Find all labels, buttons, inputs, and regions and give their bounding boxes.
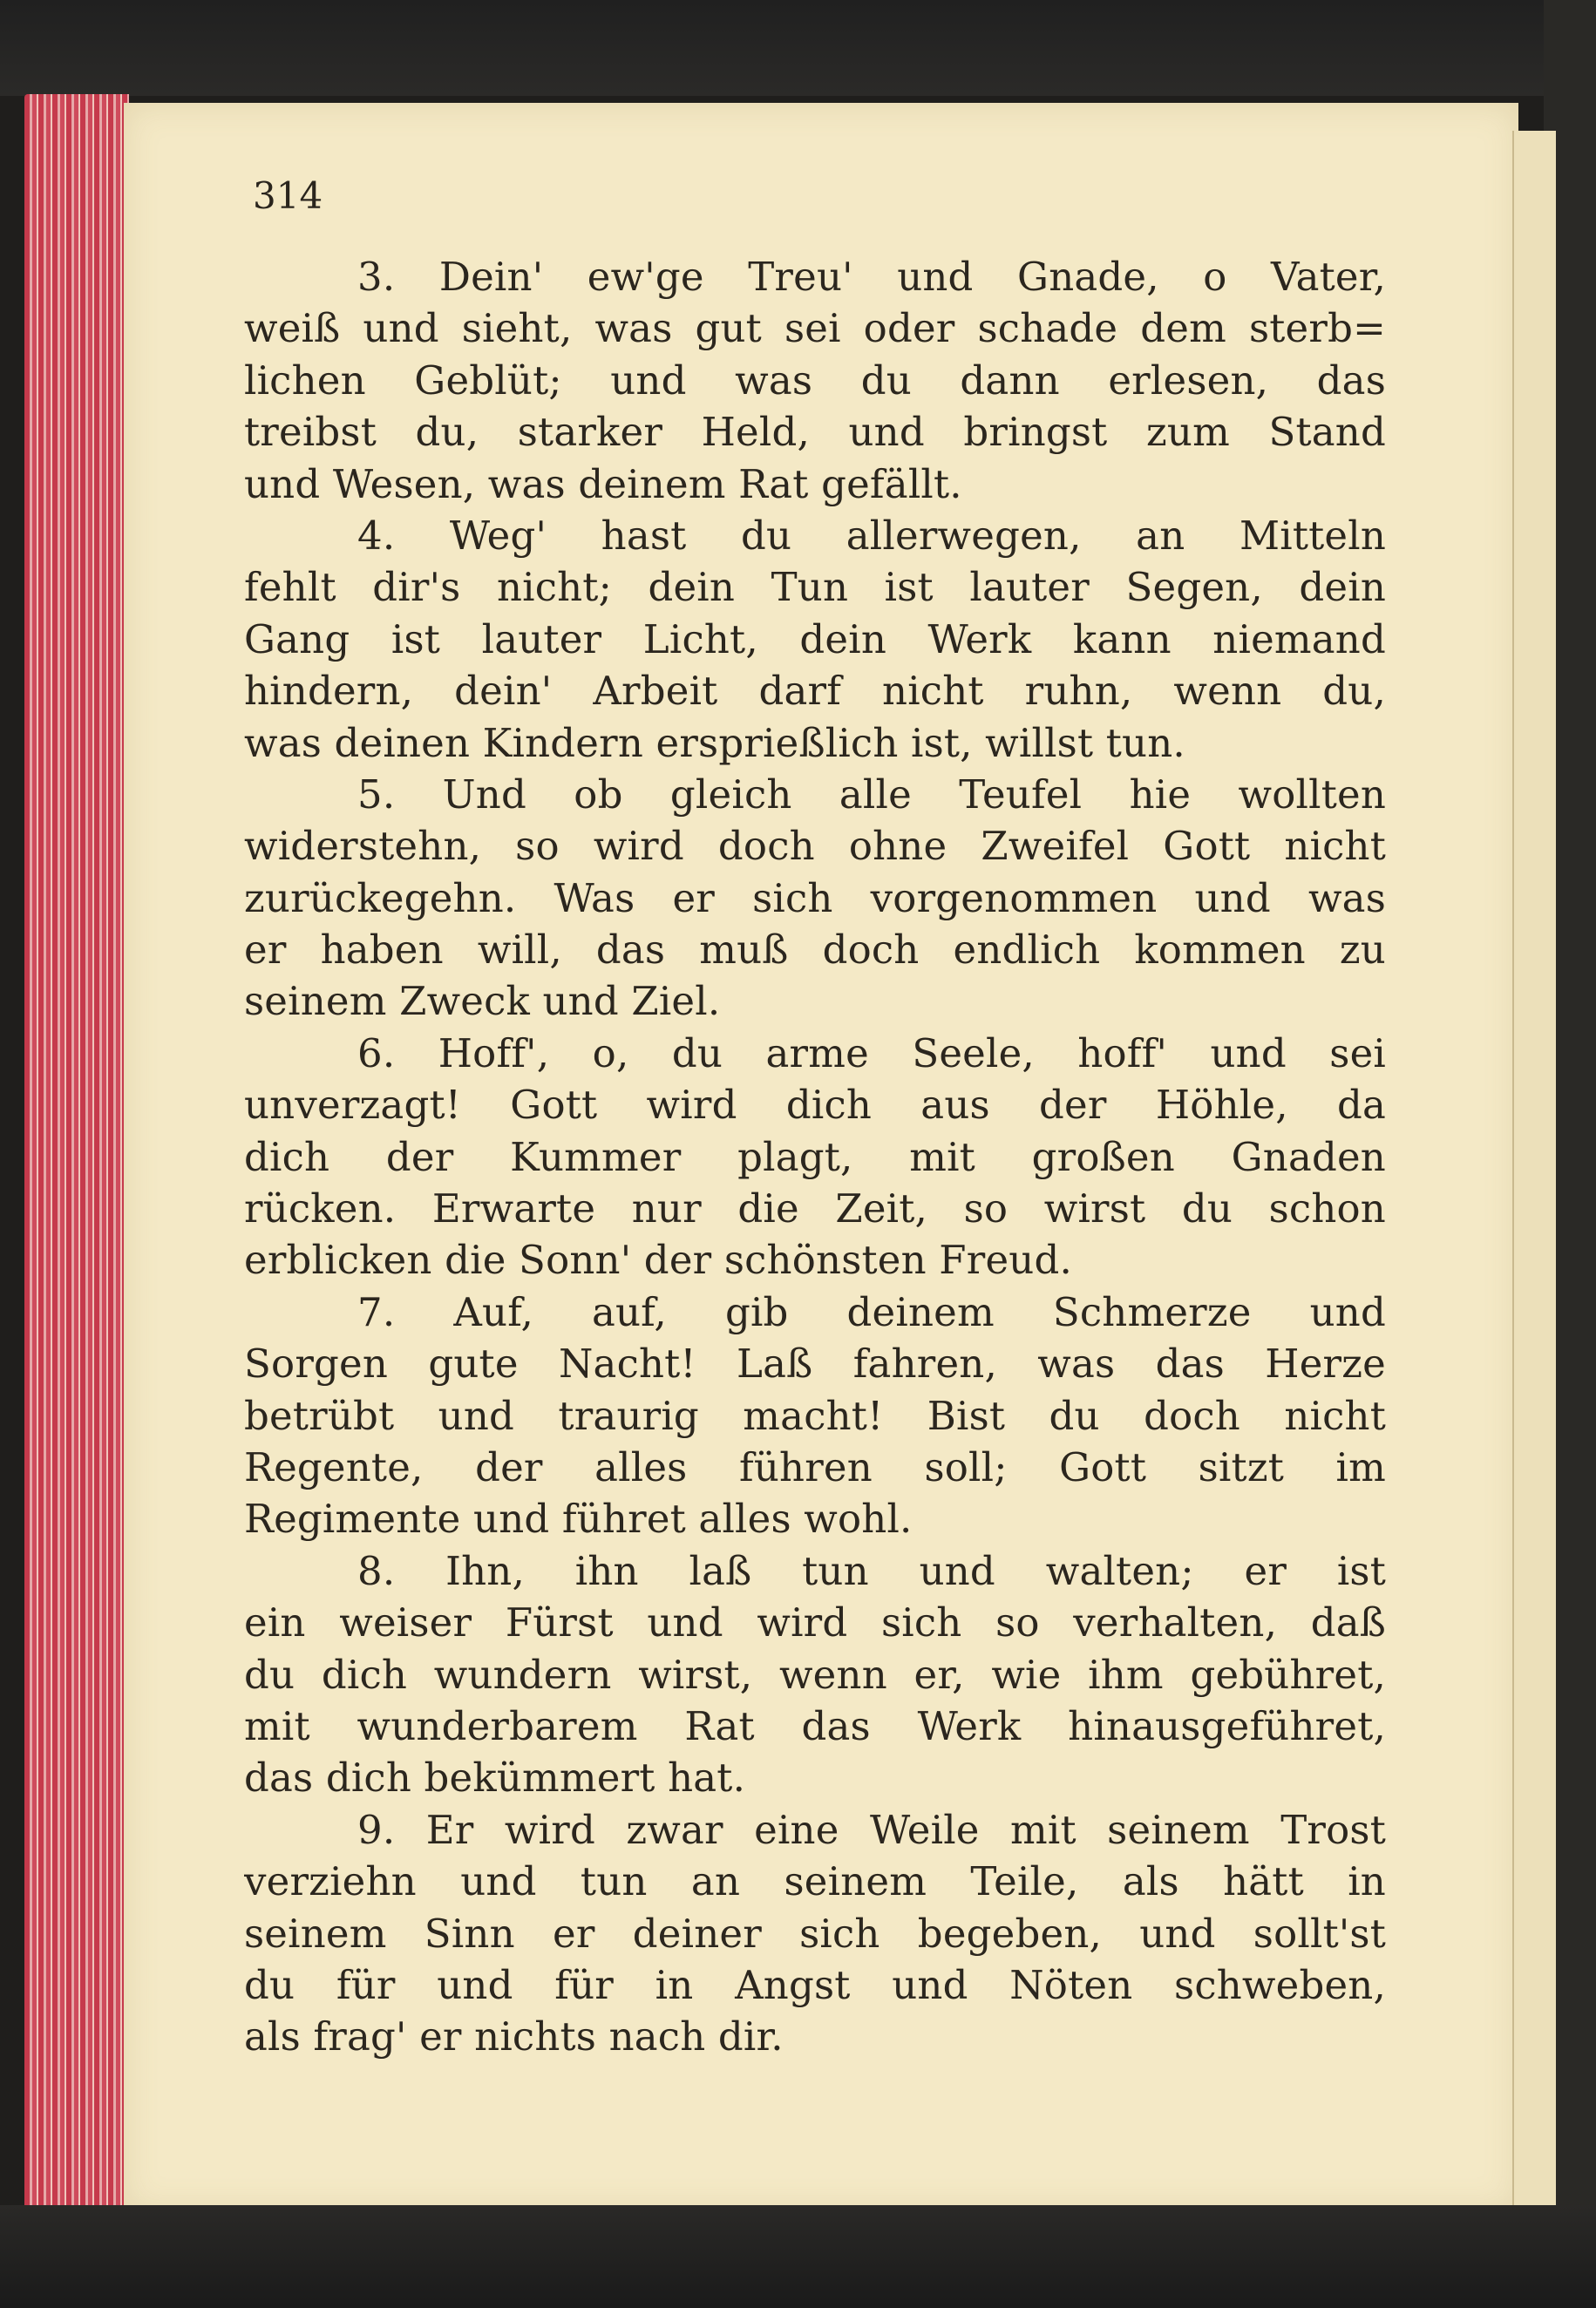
text-line: 6. Hoff', o, du arme Seele, hoff' und sei — [357, 1029, 1386, 1076]
text-line: 5. Und ob gleich alle Teufel hie wollten — [357, 770, 1386, 818]
book-cover-bottom — [0, 2205, 1596, 2308]
text-line: Sorgen gute Nacht! Laß fahren, was das Herze — [244, 1341, 1386, 1388]
text-line: betrübt und traurig macht! Bist du doch nicht — [244, 1392, 1386, 1439]
text-line: lichen Geblüt; und was du dann erlesen, das — [244, 356, 1386, 404]
text-line: 7. Auf, auf, gib deinem Schmerze und — [357, 1288, 1386, 1335]
text-line: verziehn und tun an seinem Teile, als hätt in — [244, 1858, 1386, 1905]
text-line: das dich bekümmert hat. — [244, 1755, 746, 1802]
book-cover-top — [0, 0, 1596, 96]
text-line: fehlt dir's nicht; dein Tun ist lauter Segen, dein — [244, 564, 1386, 611]
text-line: er haben will, das muß doch endlich kommen zu — [244, 927, 1386, 974]
text-line: 9. Er wird zwar eine Weile mit seinem Trost — [357, 1806, 1386, 1853]
text-line: weiß und sieht, was gut sei oder schade dem sterb= — [244, 305, 1386, 352]
text-line: 8. Ihn, ihn laß tun und walten; er ist — [357, 1547, 1386, 1594]
text-line: Gang ist lauter Licht, dein Werk kann niemand — [244, 615, 1386, 662]
text-line: ein weiser Fürst und wird sich so verhalten, daß — [244, 1599, 1386, 1646]
text-line: du für und für in Angst und Nöten schweben, — [244, 1961, 1386, 2008]
text-line: treibst du, starker Held, und bringst zum Stand — [244, 409, 1386, 456]
text-line: was deinen Kindern ersprießlich ist, willst tun. — [244, 719, 1185, 766]
text-line: 4. Weg' hast du allerwegen, an Mitteln — [357, 512, 1386, 559]
text-line: seinem Sinn er deiner sich begeben, und sollt'st — [244, 1910, 1386, 1957]
text-line: zurückegehn. Was er sich vorgenommen und was — [244, 874, 1386, 921]
text-line: und Wesen, was deinem Rat gefällt. — [244, 460, 962, 507]
text-line: du dich wundern wirst, wenn er, wie ihm gebühret, — [244, 1651, 1386, 1698]
text-line: Regimente und führet alles wohl. — [244, 1496, 913, 1543]
page-number: 314 — [253, 174, 323, 217]
text-line: hindern, dein' Arbeit darf nicht ruhn, wenn du, — [244, 668, 1386, 715]
text-line: mit wunderbarem Rat das Werk hinausgeführet, — [244, 1702, 1386, 1749]
text-line: rücken. Erwarte nur die Zeit, so wirst du schon — [244, 1185, 1386, 1232]
text-line: 3. Dein' ew'ge Treu' und Gnade, o Vater, — [357, 254, 1386, 300]
page-edges — [24, 94, 129, 2221]
facing-page-edge — [1512, 131, 1556, 2214]
hymn-text — [244, 251, 1386, 2063]
text-line: seinem Zweck und Ziel. — [244, 978, 721, 1025]
text-line: Regente, der alles führen soll; Gott sitzt im — [244, 1443, 1386, 1490]
text-line: dich der Kummer plagt, mit großen Gnaden — [244, 1133, 1386, 1180]
text-line: als frag' er nichts nach dir. — [244, 2013, 784, 2060]
text-line: widerstehn, so wird doch ohne Zweifel Gott nicht — [244, 823, 1386, 870]
text-line: unverzagt! Gott wird dich aus der Höhle, da — [244, 1082, 1386, 1129]
text-line: erblicken die Sonn' der schönsten Freud. — [244, 1237, 1072, 1284]
